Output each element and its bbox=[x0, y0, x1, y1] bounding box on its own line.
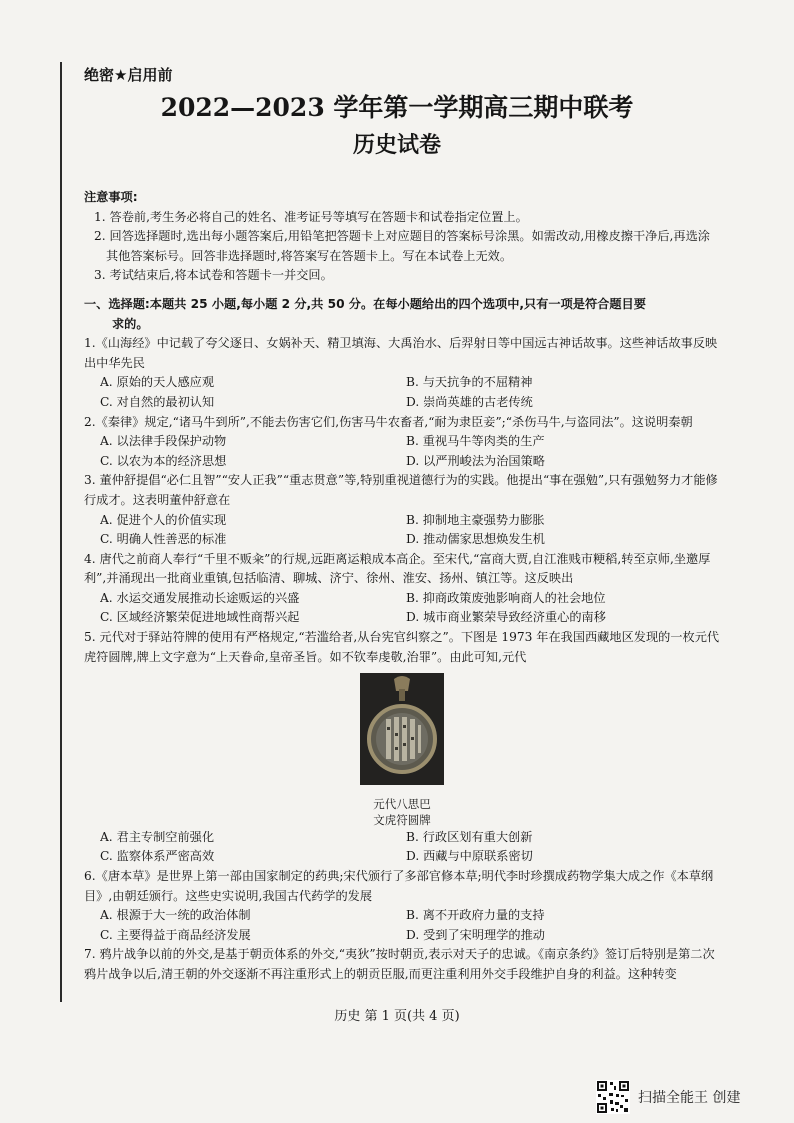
options bbox=[84, 589, 720, 628]
option-c: C. 监察体系严密高效 bbox=[100, 849, 215, 864]
notice-item: 3. 考试结束后,将本试卷和答题卡一并交回。 bbox=[94, 268, 333, 283]
question-stem: 6.《唐本草》是世界上第一部由国家制定的药典;宋代颁行了多部官修本草;明代李时珍撰成药物学集大成之作《本草纲目》,由朝廷颁行。这些史实说明,我国古代药学的发展 bbox=[84, 869, 714, 903]
options bbox=[84, 373, 720, 412]
option-b: B. 与天抗争的不屈精神 bbox=[406, 375, 533, 390]
option-d: D. 推动儒家思想焕发生机 bbox=[406, 532, 545, 547]
options bbox=[84, 828, 720, 867]
subject-title: 历史试卷 bbox=[352, 133, 441, 158]
question-6 bbox=[84, 867, 720, 945]
exam-content bbox=[84, 188, 720, 985]
question-7 bbox=[84, 945, 720, 984]
option-d: D. 城市商业繁荣导致经济重心的南移 bbox=[406, 610, 606, 625]
option-b: B. 行政区划有重大创新 bbox=[406, 829, 533, 844]
page-footer: 历史 第 1 页(共 4 页) bbox=[334, 1009, 460, 1024]
question-stem: 4. 唐代之前商人奉行“千里不贩籴”的行规,远距离运粮成本高企。至宋代,“富商大贾,自江淮贱市粳稻,转至京师,坐邀厚利”,并涌现出一批商业重镇,包括临清、聊城、济宁、徐州、淮安、扬州、镇江等。这反映出 bbox=[84, 551, 711, 586]
question-5 bbox=[84, 628, 720, 867]
notice-heading: 注意事项: bbox=[84, 190, 138, 204]
question-1 bbox=[84, 334, 720, 412]
options bbox=[84, 511, 720, 550]
option-d: D. 崇尚英雄的古老传统 bbox=[406, 394, 533, 409]
question-4 bbox=[84, 550, 720, 628]
question-stem: 1.《山海经》中记载了夸父逐日、女娲补天、精卫填海、大禹治水、后羿射日等中国远古神话故事。这些神话故事反映出中华先民 bbox=[84, 336, 718, 370]
left-margin-rule bbox=[60, 62, 62, 1002]
option-a: A. 原始的天人感应观 bbox=[100, 375, 215, 390]
secret-label: 绝密★启用前 bbox=[84, 66, 173, 84]
section-heading bbox=[84, 295, 720, 334]
option-a: A. 水运交通发展推动长途贩运的兴盛 bbox=[100, 590, 300, 605]
figure-caption bbox=[84, 796, 720, 828]
option-d: D. 受到了宋明理学的推动 bbox=[406, 927, 545, 942]
figure-caption-line2: 文虎符圆牌 bbox=[373, 812, 431, 827]
option-a: A. 促进个人的价值实现 bbox=[100, 512, 227, 527]
question-stem: 5. 元代对于驿站符牌的使用有严格规定,“若滥给者,从台宪官纠察之”。下图是 1973 年在我国西藏地区发现的一枚元代虎符圆牌,牌上文字意为“上天眷命,皇帝圣旨。如不钦奉虔敬,治罪”。由此可知,元代 bbox=[84, 630, 720, 664]
option-b: B. 离不开政府力量的支持 bbox=[406, 908, 545, 923]
tiger-tally-image bbox=[360, 673, 444, 785]
option-d: D. 以严刑峻法为治国策略 bbox=[406, 453, 545, 468]
option-c: C. 以农为本的经济思想 bbox=[100, 453, 227, 468]
option-c: C. 区域经济繁荣促进地域性商帮兴起 bbox=[100, 610, 300, 625]
options bbox=[84, 432, 720, 471]
qr-code-icon bbox=[596, 1080, 630, 1114]
question-stem: 2.《秦律》规定,“诸马牛到所”,不能去伤害它们,伤害马牛农畜者,“耐为隶臣妾”;“杀伤马牛,与盗同法”。这说明秦朝 bbox=[84, 414, 693, 429]
option-b: B. 抑商政策废弛影响商人的社会地位 bbox=[406, 590, 606, 605]
scanner-watermark bbox=[596, 1080, 740, 1114]
section-heading-line2: 求的。 bbox=[112, 316, 149, 331]
notice-item: 2. 回答选择题时,选出每小题答案后,用铅笔把答题卡上对应题目的答案标号涂黑。如需改动,用橡皮擦干净后,再选涂其他答案标号。回答非选择题时,将答案写在答题卡上。写在本试卷上无效。 bbox=[94, 229, 710, 263]
question-2 bbox=[84, 413, 720, 472]
option-c: C. 主要得益于商品经济发展 bbox=[100, 927, 251, 942]
option-c: C. 对自然的最初认知 bbox=[100, 394, 215, 409]
figure-caption-line1: 元代八思巴 bbox=[373, 796, 431, 811]
question-stem: 7. 鸦片战争以前的外交,是基于朝贡体系的外交,“夷狄”按时朝贡,表示对天子的忠诚。《南京条约》签订后特别是第二次鸦片战争以后,清王朝的外交逐渐不再注重形式上的朝贡臣服,而更注重利用外交手段维护自身的利益。这种转变 bbox=[84, 947, 715, 981]
scanner-watermark-label: 扫描全能王 创建 bbox=[638, 1090, 741, 1106]
tiger-tally-figure bbox=[84, 673, 720, 828]
section-heading-line1: 一、选择题:本题共 25 小题,每小题 2 分,共 50 分。在每小题给出的四个选项中,只有一项是符合题目要 bbox=[84, 296, 646, 311]
options bbox=[84, 906, 720, 945]
tiger-tally-photo bbox=[360, 673, 444, 785]
notice-item: 1. 答卷前,考生务必将自己的姓名、准考证号等填写在答题卡和试卷指定位置上。 bbox=[94, 209, 528, 224]
option-b: B. 重视马牛等肉类的生产 bbox=[406, 434, 545, 449]
question-stem: 3. 董仲舒提倡“必仁且智”“安人正我”“重志贯意”等,特别重视道德行为的实践。他提出“事在强勉”,只有强勉努力才能修行成才。这表明董仲舒意在 bbox=[84, 473, 718, 507]
question-3 bbox=[84, 471, 720, 549]
option-a: A. 君主专制空前强化 bbox=[100, 829, 215, 844]
option-b: B. 抑制地主豪强势力膨胀 bbox=[406, 512, 545, 527]
option-a: A. 根源于大一统的政治体制 bbox=[100, 908, 251, 923]
option-c: C. 明确人性善恶的标准 bbox=[100, 532, 227, 547]
option-d: D. 西藏与中原联系密切 bbox=[406, 849, 533, 864]
exam-title: 2022—2023 学年第一学期高三期中联考 bbox=[160, 93, 634, 122]
option-a: A. 以法律手段保护动物 bbox=[100, 434, 227, 449]
